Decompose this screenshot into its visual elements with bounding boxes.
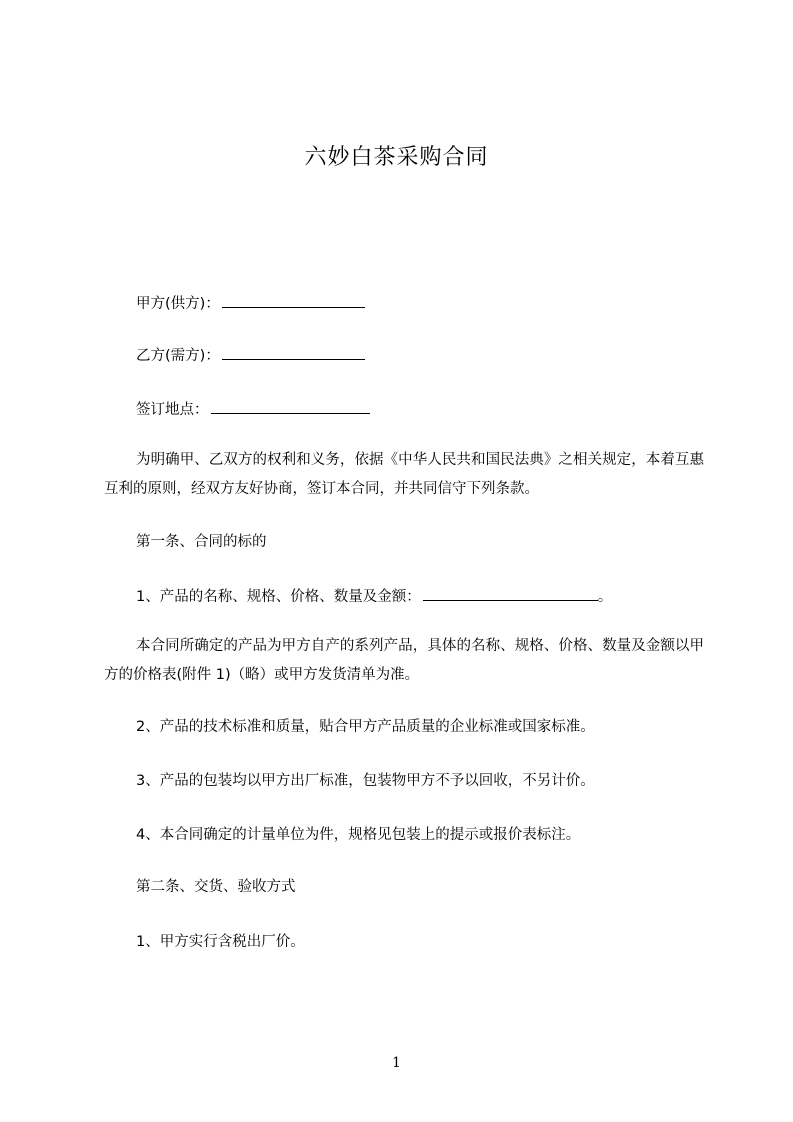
party-a-blank <box>222 292 365 308</box>
sign-place-line <box>136 398 706 420</box>
clause-1-body: 本合同所确定的产品为甲方自产的系列产品，具体的名称、规格、价格、数量及金额以甲方的价格表(附件 1)（略）或甲方发货清单为准。 <box>104 638 704 683</box>
article-2-heading: 第二条、交货、验收方式 <box>136 879 296 895</box>
article-1-heading: 第一条、合同的标的 <box>136 534 267 550</box>
clause-1-4: 4、本合同确定的计量单位为件，规格见包装上的提示或报价表标注。 <box>136 827 581 843</box>
party-a-label: 甲方(供方)： <box>136 296 220 312</box>
clause-1-3: 3、产品的包装均以甲方出厂标准，包装物甲方不予以回收，不另计价。 <box>136 773 595 789</box>
party-b-blank <box>222 344 365 360</box>
clause-1-1 <box>136 585 706 607</box>
party-b-line <box>136 344 706 366</box>
party-a-line <box>136 292 706 314</box>
clause-2-1: 1、甲方实行含税出厂价。 <box>136 934 305 950</box>
sign-place-label: 签订地点： <box>136 402 209 418</box>
clause-1-1-end: 。 <box>597 589 613 605</box>
preamble-paragraph: 为明确甲、乙双方的权利和义务，依据《中华人民共和国民法典》之相关规定，本着互惠互利的原则，经双方友好协商，签订本合同，并共同信守下列条款。 <box>104 452 704 497</box>
party-b-label: 乙方(需方)： <box>136 348 220 364</box>
amount-blank <box>423 585 598 601</box>
clause-1-2: 2、产品的技术标准和质量，贴合甲方产品质量的企业标准或国家标准。 <box>136 719 595 735</box>
document-title: 六妙白茶采购合同 <box>304 145 489 170</box>
clause-1-1-label: 1、产品的名称、规格、价格、数量及金额： <box>136 589 421 605</box>
page-number: 1 <box>392 1055 401 1071</box>
sign-place-blank <box>211 398 370 414</box>
